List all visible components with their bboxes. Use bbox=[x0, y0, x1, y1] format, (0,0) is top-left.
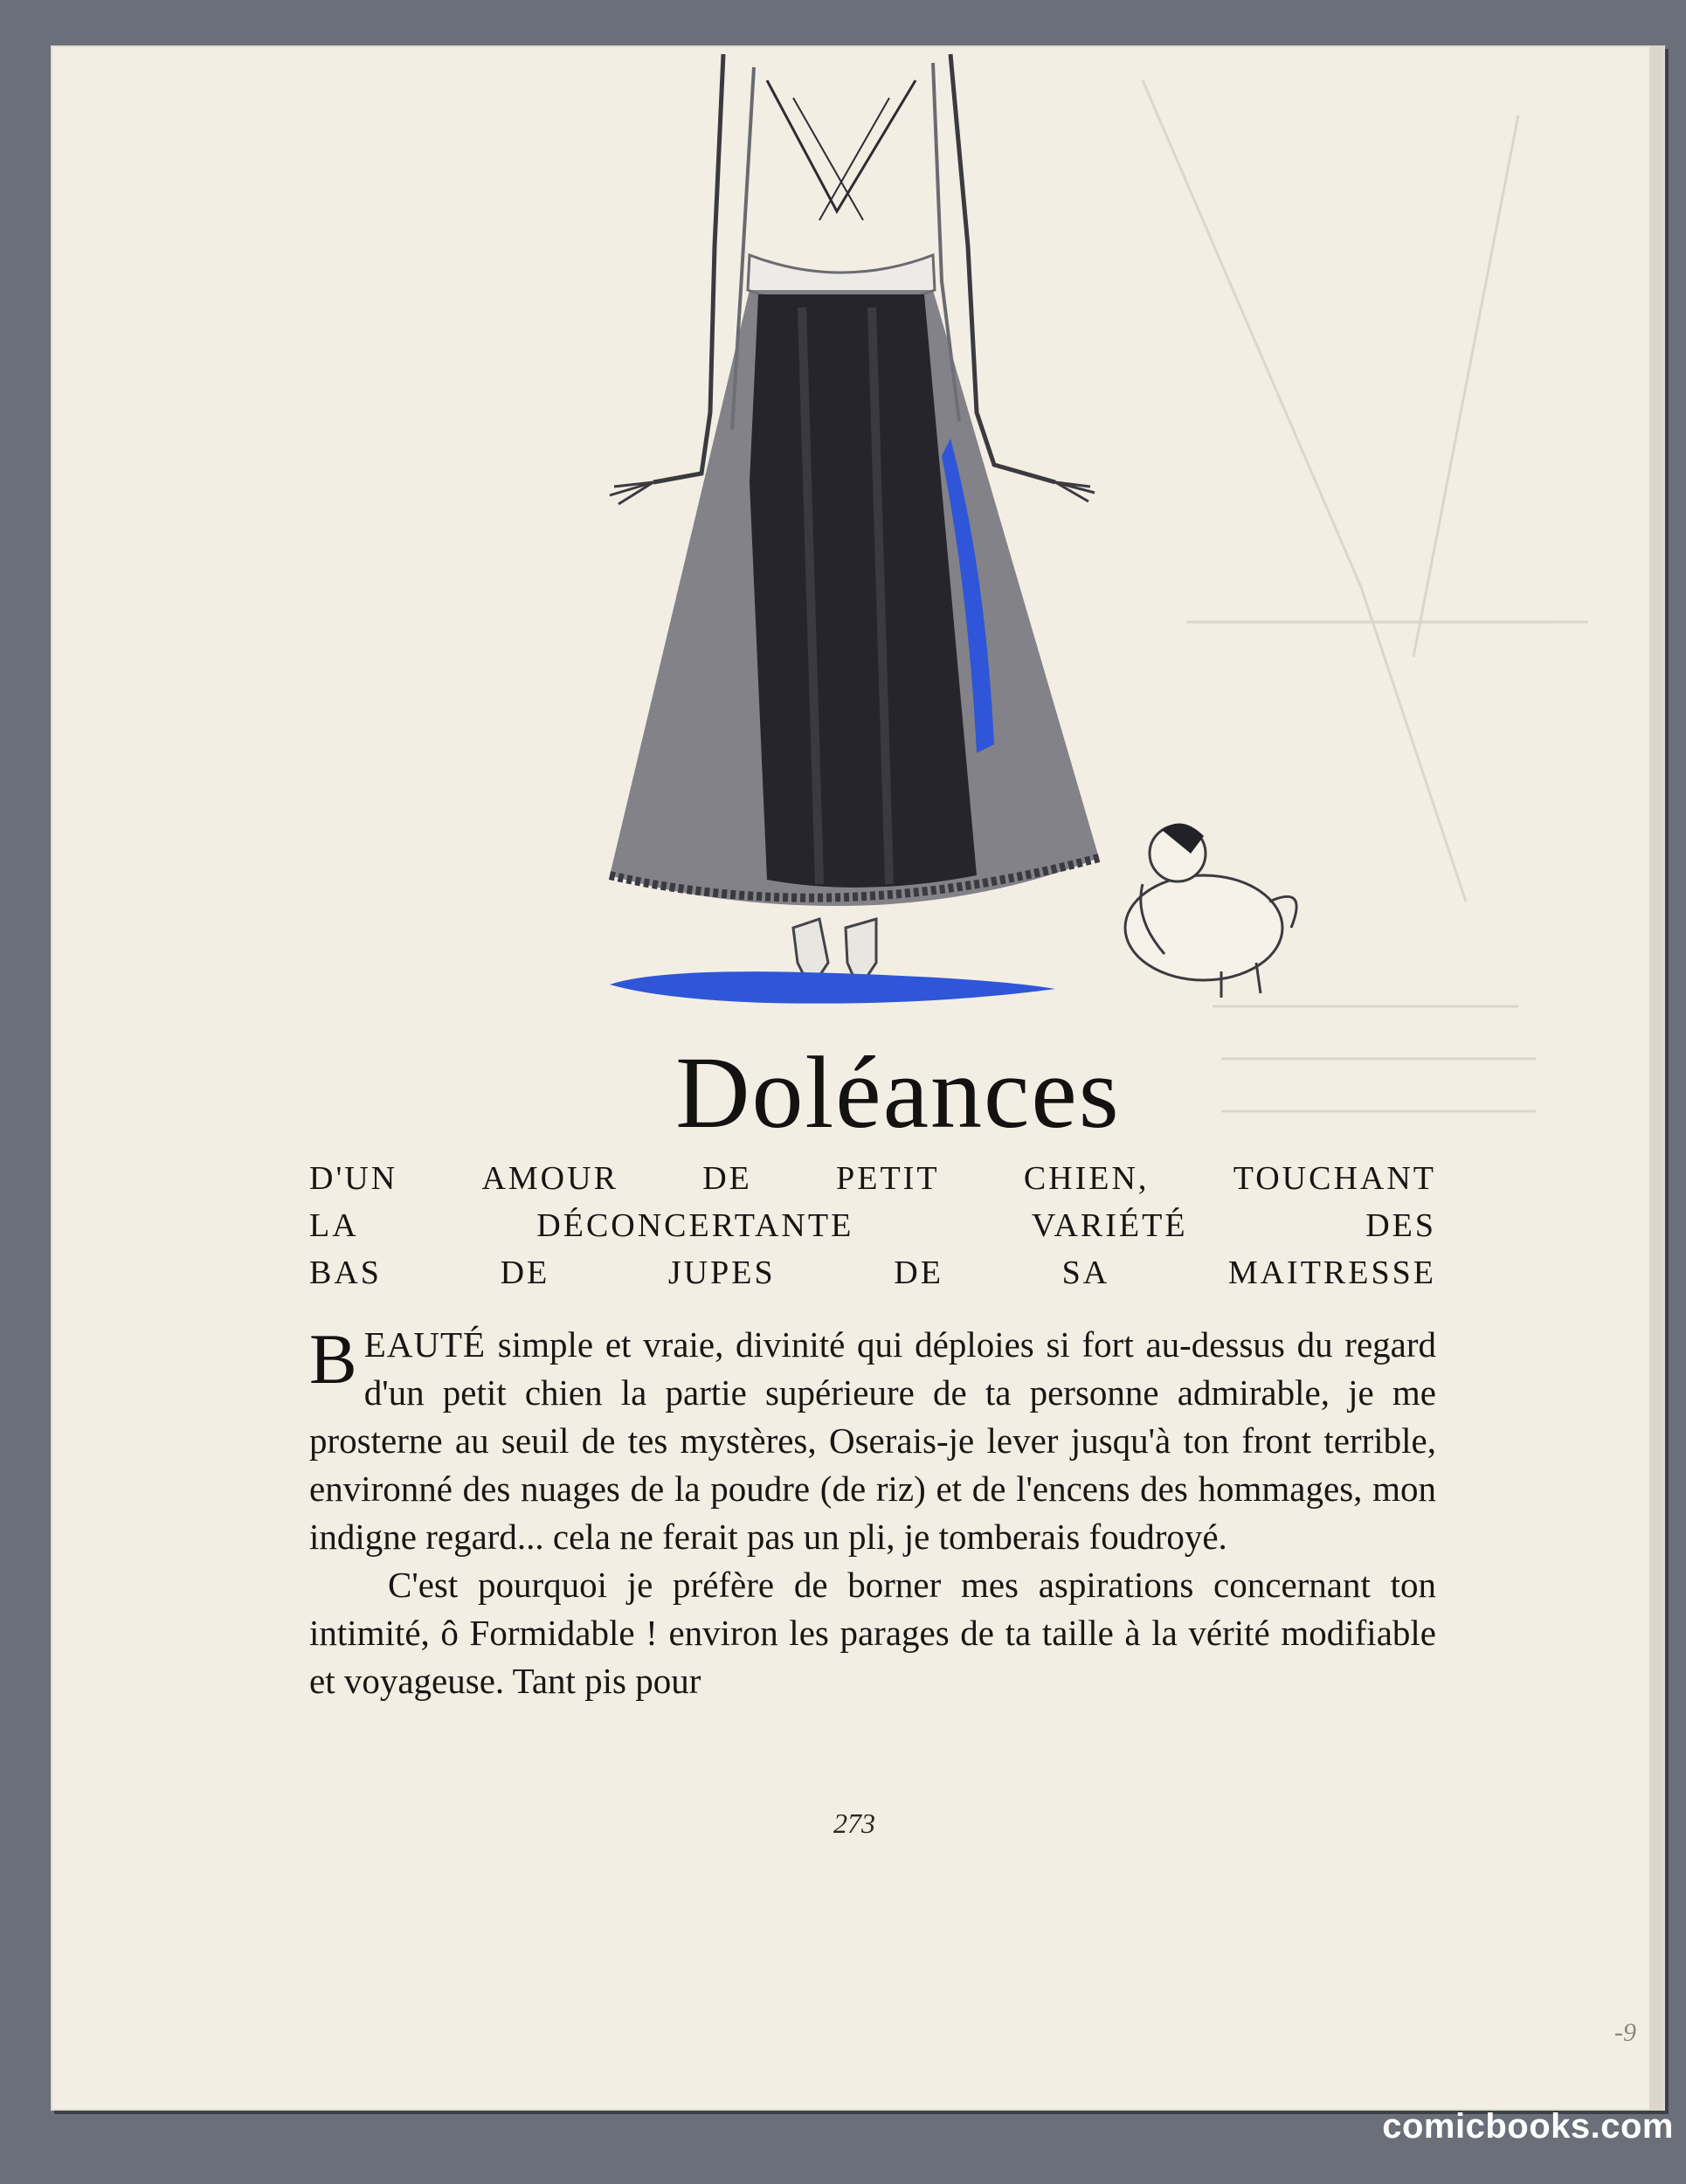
subtitle-word: BAS bbox=[309, 1254, 382, 1291]
watermark: comicbooks.com bbox=[1382, 2107, 1674, 2146]
subtitle-word: SA bbox=[1061, 1254, 1110, 1291]
subtitle-word: MAITRESSE bbox=[1227, 1254, 1436, 1291]
subtitle-word: JUPES bbox=[667, 1254, 776, 1291]
subtitle-word: DE bbox=[894, 1254, 943, 1291]
subtitle-line bbox=[309, 1155, 1436, 1202]
paragraph-1-text: simple et vraie, divinité qui déploies si fort au-dessus du regard d'un petit chien la partie supérieure de ta personne admirable, je me prosterne au seuil de tes mystères, Oserais-je lever jusqu'à ton front terrible, environné des nuages de la poudre (de riz) et de l'encens des hommages, mon indigne regard... cela ne ferait pas un pli, je tomberais foudroyé. bbox=[309, 1324, 1436, 1557]
subtitle-word: DE bbox=[702, 1160, 752, 1197]
article-title: Doléances bbox=[675, 1035, 1121, 1150]
magazine-page bbox=[51, 45, 1665, 2111]
subtitle-word: AMOUR bbox=[481, 1160, 618, 1197]
fashion-illustration bbox=[51, 45, 1665, 1050]
opening-small-caps: EAUTÉ bbox=[363, 1324, 487, 1365]
paragraph-2: C'est pourquoi je préfère de borner mes aspirations concernant ton intimité, ô Formidable ! environ les parages de ta taille à la vérité modifiable et voyageuse. Tant pis pour bbox=[309, 1565, 1436, 1701]
subtitle-word: D'UN bbox=[309, 1160, 398, 1197]
subtitle-word: DES bbox=[1365, 1207, 1436, 1244]
subtitle-word: VARIÉTÉ bbox=[1031, 1207, 1188, 1244]
page-edge bbox=[1649, 45, 1663, 2111]
subtitle-word: PETIT bbox=[836, 1160, 940, 1197]
subtitle-word: CHIEN, bbox=[1023, 1160, 1150, 1197]
drop-cap: B bbox=[309, 1319, 357, 1399]
page-number: 273 bbox=[833, 1807, 875, 1839]
subtitle-line bbox=[309, 1202, 1436, 1249]
subtitle-line bbox=[309, 1249, 1436, 1296]
subtitle-word: DE bbox=[500, 1254, 550, 1291]
subtitle-word: LA bbox=[309, 1207, 359, 1244]
article-body bbox=[309, 1321, 1436, 1705]
article-subtitle bbox=[309, 1155, 1436, 1296]
little-dog-drawing bbox=[1125, 823, 1296, 998]
paragraph-1 bbox=[309, 1321, 1436, 1561]
subtitle-word: DÉCONCERTANTE bbox=[536, 1207, 854, 1244]
subtitle-word: TOUCHANT bbox=[1233, 1160, 1436, 1197]
corner-mark: -9 bbox=[1614, 2018, 1636, 2047]
left-arm bbox=[653, 54, 723, 482]
blue-shadow bbox=[610, 971, 1055, 1003]
